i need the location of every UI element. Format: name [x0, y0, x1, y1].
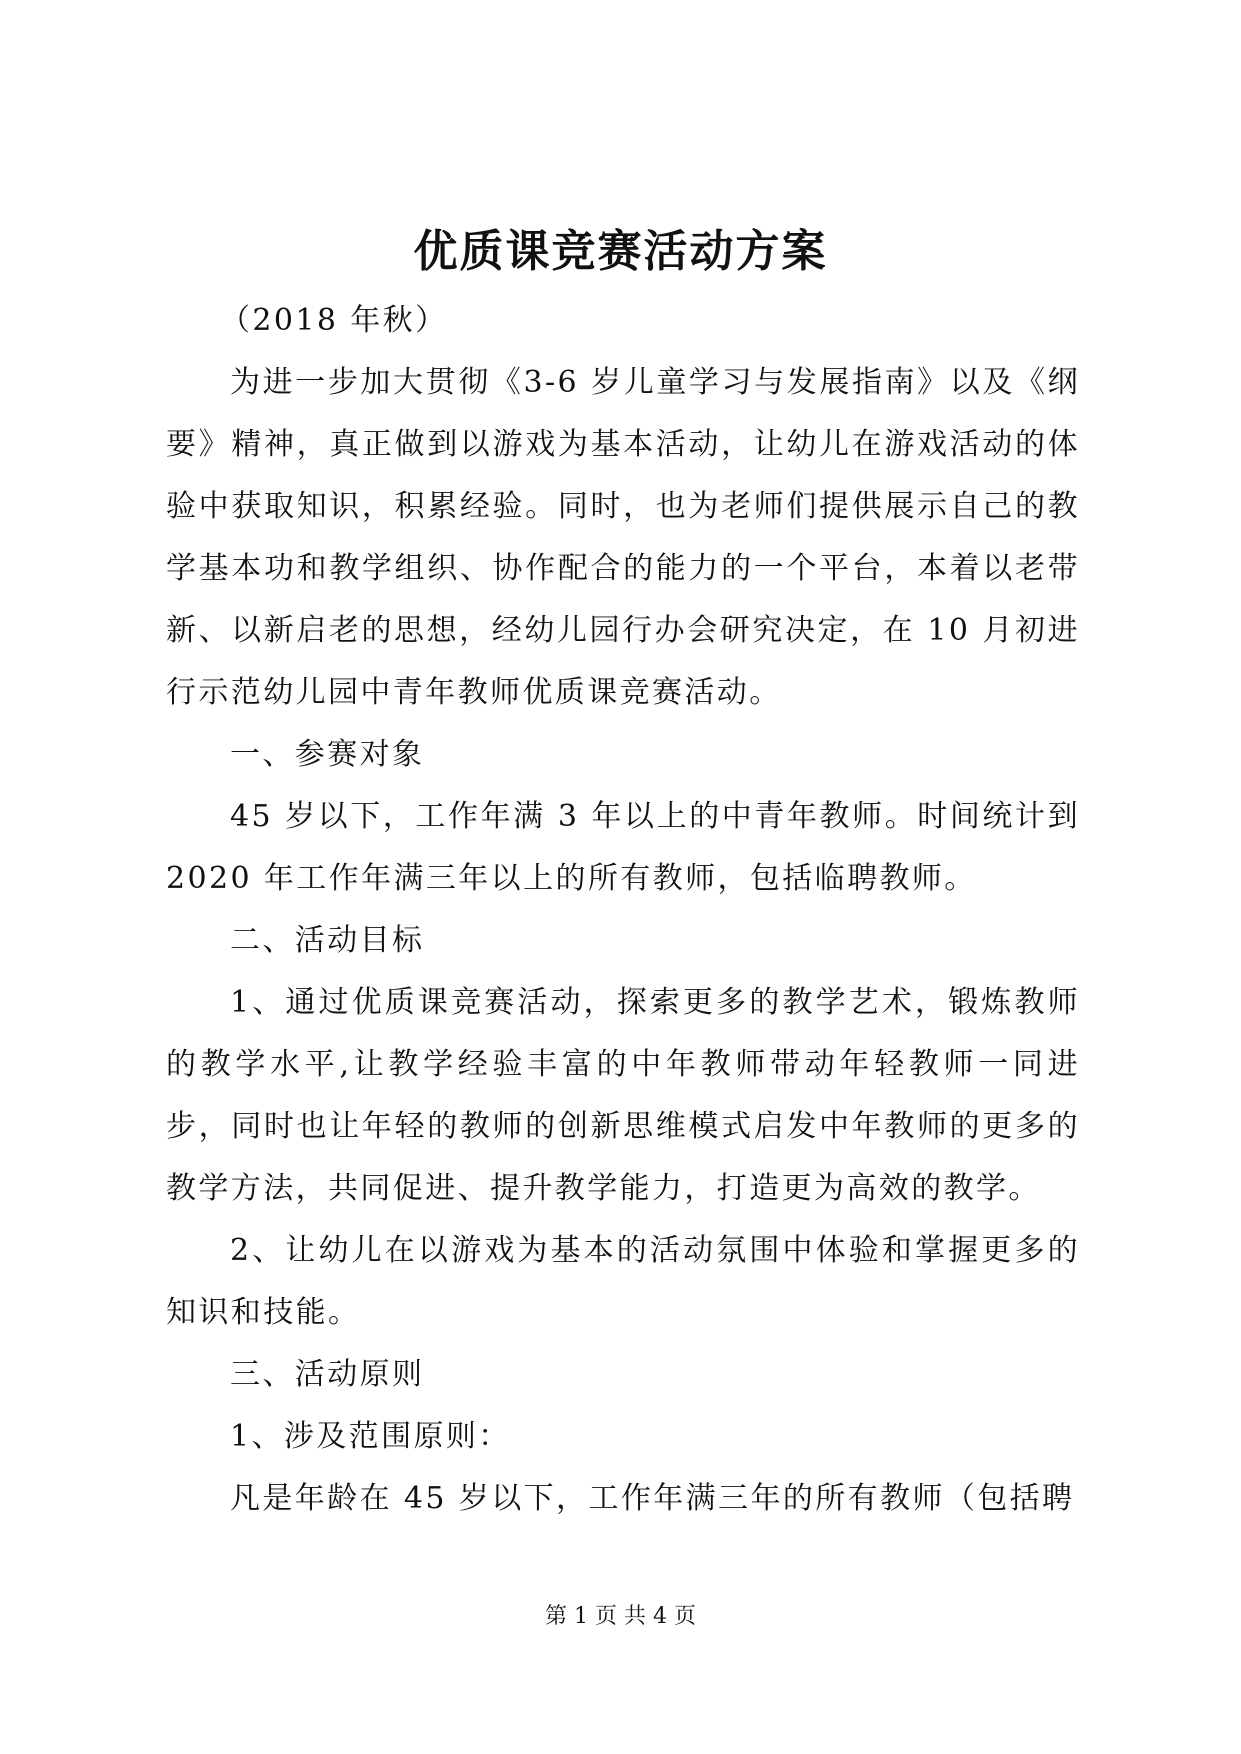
document-title: 优质课竞赛活动方案	[413, 226, 828, 277]
section-heading-participants: 一、参赛对象	[230, 737, 425, 772]
paragraph-goal-1: 1、通过优质课竞赛活动，探索更多的教学艺术，锻炼教师的教学水平,让教学经验丰富的中年教师带动年轻教师一同进步，同时也让年轻的教师的创新思维模式启发中年教师的更多的教学方法，共同促进、提升教学能力，打造更为高效的教学。	[166, 985, 1080, 1206]
section-heading-principles: 三、活动原则	[230, 1357, 425, 1392]
section-heading-goals: 二、活动目标	[230, 923, 425, 958]
page-indicator: 第 1 页 共 4 页	[545, 1604, 696, 1629]
paragraph-scope: 凡是年龄在 45 岁以下，工作年满三年的所有教师（包括聘	[230, 1481, 1075, 1516]
paragraph-participants: 45 岁以下，工作年满 3 年以上的中青年教师。时间统计到2020 年工作年满三年以上的所有教师，包括临聘教师。	[166, 799, 1080, 896]
document-body	[166, 290, 1080, 1530]
subheading-scope-principle: 1、涉及范围原则：	[230, 1419, 511, 1454]
paragraph-intro: 为进一步加大贯彻《3-6 岁儿童学习与发展指南》以及《纲要》精神，真正做到以游戏为基本活动，让幼儿在游戏活动的体验中获取知识，积累经验。同时，也为老师们提供展示自己的教学基本功和教学组织、协作配合的能力的一个平台，本着以老带新、以新启老的思想，经幼儿园行办会研究决定，在 10 月初进行示范幼儿园中青年教师优质课竞赛活动。	[166, 365, 1080, 710]
date-note: （2018 年秋）	[220, 303, 448, 338]
paragraph-goal-2: 2、让幼儿在以游戏为基本的活动氛围中体验和掌握更多的知识和技能。	[166, 1233, 1080, 1330]
